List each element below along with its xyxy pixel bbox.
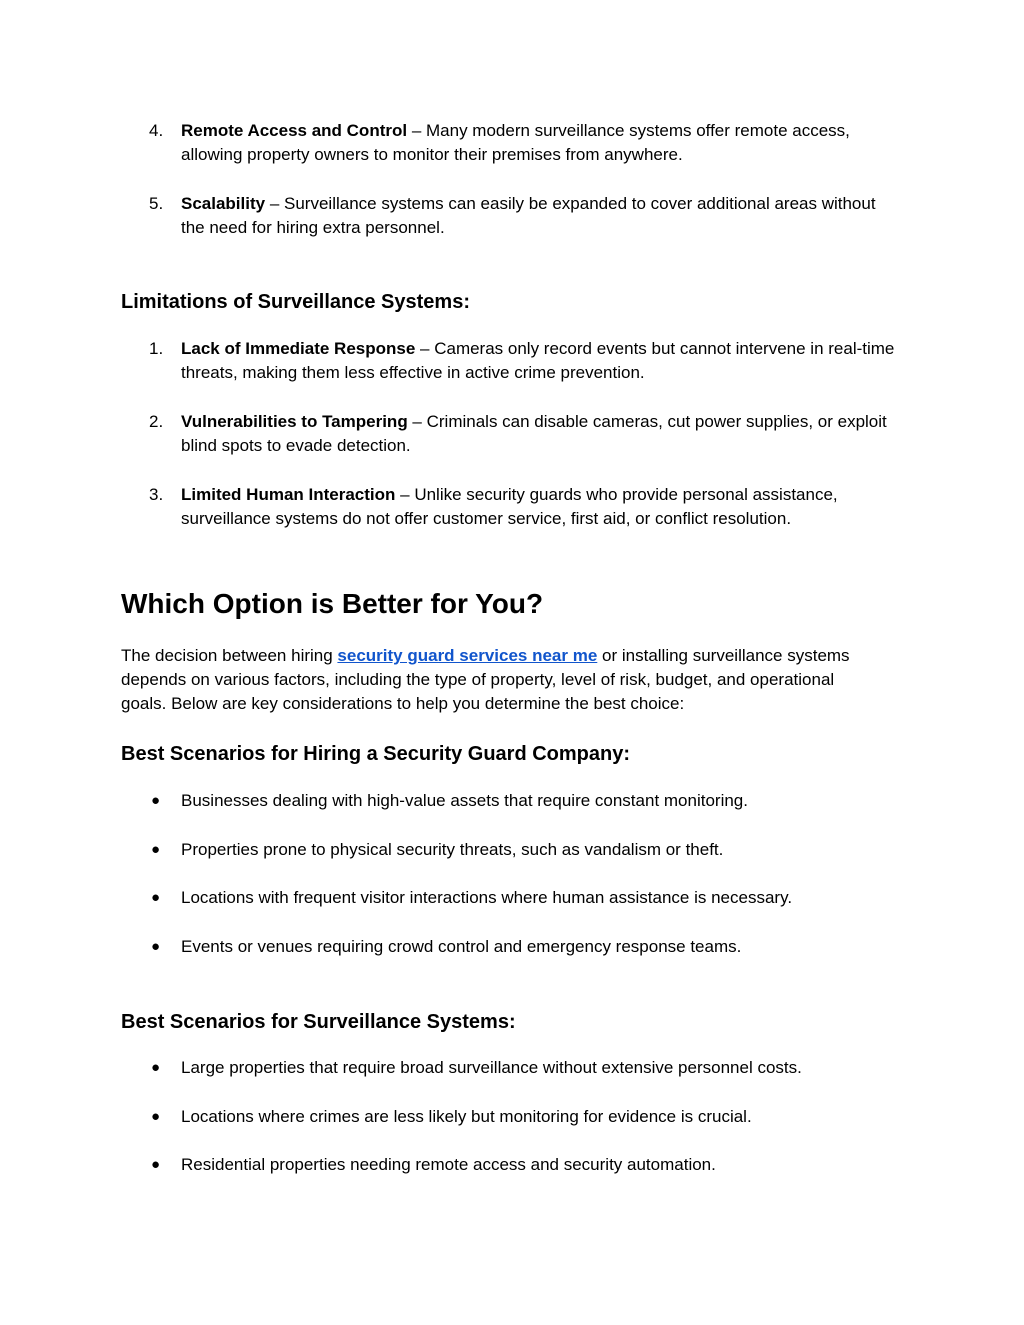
list-number: 5.: [149, 194, 164, 213]
bullet-icon: ●: [151, 889, 161, 906]
limitation-item-tampering: [121, 410, 901, 458]
limitation-item-immediate-response: [121, 337, 901, 385]
bullet-icon: ●: [151, 1156, 161, 1173]
list-item-description: – Many modern surveillance systems offer remote access, allowing property owners to monitor their premises from anywhere.: [181, 121, 850, 164]
guard-scenario-item: [121, 789, 901, 813]
list-item-text: Locations where crimes are less likely but monitoring for evidence is crucial.: [181, 1107, 752, 1126]
limitation-item-human-interaction: [121, 483, 901, 531]
list-number: 3.: [149, 485, 164, 504]
list-item-title: Vulnerabilities to Tampering: [181, 412, 408, 431]
guard-scenario-item: [121, 838, 901, 862]
guard-scenario-item: [121, 886, 901, 910]
surveillance-scenario-item: [121, 1153, 901, 1177]
list-item-title: Lack of Immediate Response: [181, 339, 416, 358]
list-item-description: – Unlike security guards who provide personal assistance, surveillance systems do not offer customer service, first aid, or conflict resolution.: [181, 485, 838, 528]
surveillance-scenario-item: [121, 1105, 901, 1129]
security-guard-services-link[interactable]: security guard services near me: [337, 646, 598, 665]
list-item-description: – Cameras only record events but cannot intervene in real-time threats, making them less effective in active crime prevention.: [181, 339, 895, 382]
list-item-text: [181, 410, 901, 458]
list-item-title: Remote Access and Control: [181, 121, 408, 140]
advantage-item-scalability: [121, 192, 901, 240]
bullet-icon: ●: [151, 938, 161, 955]
surveillance-scenario-item: [121, 1056, 901, 1080]
bullet-icon: ●: [151, 1059, 161, 1076]
bullet-icon: ●: [151, 841, 161, 858]
intro-text-before-link: The decision between hiring: [121, 646, 338, 665]
list-item-text: Residential properties needing remote access and security automation.: [181, 1155, 716, 1174]
list-item-description: – Criminals can disable cameras, cut power supplies, or exploit blind spots to evade detection.: [181, 412, 887, 455]
list-item-title: Limited Human Interaction: [181, 485, 396, 504]
bullet-icon: ●: [151, 792, 161, 809]
list-item-text: Large properties that require broad surveillance without extensive personnel costs.: [181, 1058, 802, 1077]
list-number: 2.: [149, 412, 164, 431]
list-number: 4.: [149, 121, 164, 140]
limitations-heading: Limitations of Surveillance Systems:: [121, 291, 470, 313]
guard-scenarios-heading: Best Scenarios for Hiring a Security Guard Company:: [121, 743, 631, 765]
which-option-heading: Which Option is Better for You?: [121, 588, 544, 619]
bullet-icon: ●: [151, 1108, 161, 1125]
surveillance-scenarios-heading: Best Scenarios for Surveillance Systems:: [121, 1011, 516, 1033]
list-item-text: Businesses dealing with high-value assets that require constant monitoring.: [181, 791, 748, 810]
list-item-text: [181, 192, 901, 240]
intro-text-after-link: or installing surveillance systems depends on various factors, including the type of property, level of risk, budget, and operational goals. Below are key considerations to help you determine the best choice:: [121, 646, 850, 713]
list-item-description: – Surveillance systems can easily be expanded to cover additional areas without the need for hiring extra personnel.: [181, 194, 876, 237]
list-item-text: Locations with frequent visitor interactions where human assistance is necessary.: [181, 888, 793, 907]
guard-scenario-item: [121, 935, 901, 959]
advantage-item-remote-access: [121, 119, 901, 167]
which-option-intro: [121, 644, 881, 716]
list-item-text: Events or venues requiring crowd control and emergency response teams.: [181, 937, 742, 956]
list-number: 1.: [149, 339, 164, 358]
list-item-text: Properties prone to physical security threats, such as vandalism or theft.: [181, 840, 724, 859]
list-item-text: [181, 483, 901, 531]
list-item-title: Scalability: [181, 194, 266, 213]
list-item-text: [181, 337, 901, 385]
list-item-text: [181, 119, 901, 167]
